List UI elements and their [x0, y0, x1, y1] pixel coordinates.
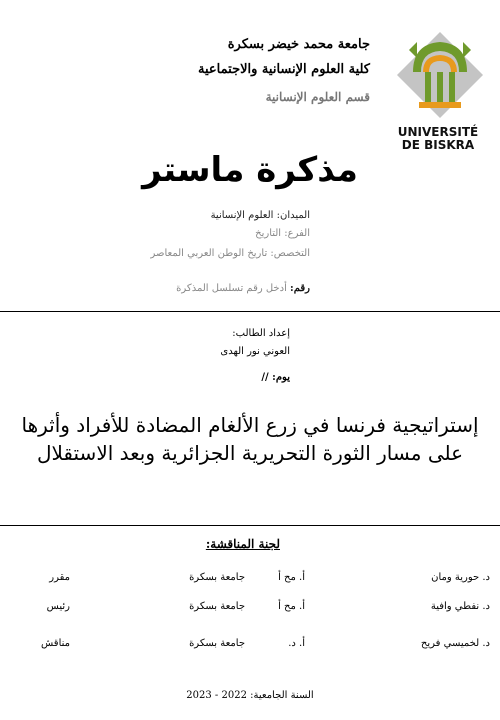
jury-member-rank: أ. د. — [288, 638, 305, 649]
jury-member-name: د. نفطي وافية — [430, 601, 490, 612]
defense-date: يوم: // — [261, 372, 290, 383]
logo-line-1: UNIVERSITÉ — [397, 125, 479, 139]
divider-top — [0, 311, 500, 312]
jury-member-role: مناقش — [41, 638, 70, 649]
serial-number-field — [176, 283, 310, 294]
thesis-title: إستراتيجية فرنسا في زرع الألغام المضادة للأفراد وأثرها على مسار الثورة التحريرية الجزائرية وبعد الاستقلال — [21, 413, 479, 465]
department-name: قسم العلوم الإنسانية — [265, 90, 370, 104]
logo-line-2: DE BISKRA — [401, 138, 475, 152]
university-name: جامعة محمد خيضر بسكرة — [227, 37, 370, 52]
student-name: العوني نور الهدى — [220, 346, 290, 357]
academic-year: السنة الجامعية: 2022 - 2023 — [186, 690, 314, 701]
specialty-field: التخصص: تاريخ الوطن العربي المعاصر — [150, 248, 310, 259]
serial-label: رقم: — [290, 283, 310, 294]
jury-member-university: جامعة بسكرة — [189, 638, 245, 649]
jury-member-university: جامعة بسكرة — [189, 572, 245, 583]
serial-placeholder[interactable]: أدخل رقم تسلسل المذكرة — [176, 283, 287, 294]
jury-member-role: رئيس — [46, 601, 70, 612]
jury-member-university: جامعة بسكرة — [189, 601, 245, 612]
university-emblem-icon — [395, 30, 485, 125]
jury-member-name: د. حورية ومان — [431, 572, 490, 583]
jury-member-rank: أ. مح أ — [278, 572, 305, 583]
jury-row — [20, 572, 490, 592]
university-logo-text — [388, 126, 488, 152]
jury-member-role: مقرر — [49, 572, 70, 583]
jury-member-name: د. لخميسي فريح — [420, 638, 490, 649]
prepared-by-label: إعداد الطالب: — [232, 328, 290, 339]
divider-bottom — [0, 525, 500, 526]
memo-title: مذكرة ماستر — [142, 150, 358, 190]
branch-field: الفرع: التاريخ — [255, 228, 310, 239]
domain-field: الميدان: العلوم الإنسانية — [210, 210, 310, 221]
jury-member-rank: أ. مح أ — [278, 601, 305, 612]
jury-row — [20, 601, 490, 621]
jury-title: لجنة المناقشة: — [205, 537, 280, 551]
faculty-name: كلية العلوم الإنسانية والاجتماعية — [198, 62, 370, 77]
jury-row — [20, 638, 490, 658]
